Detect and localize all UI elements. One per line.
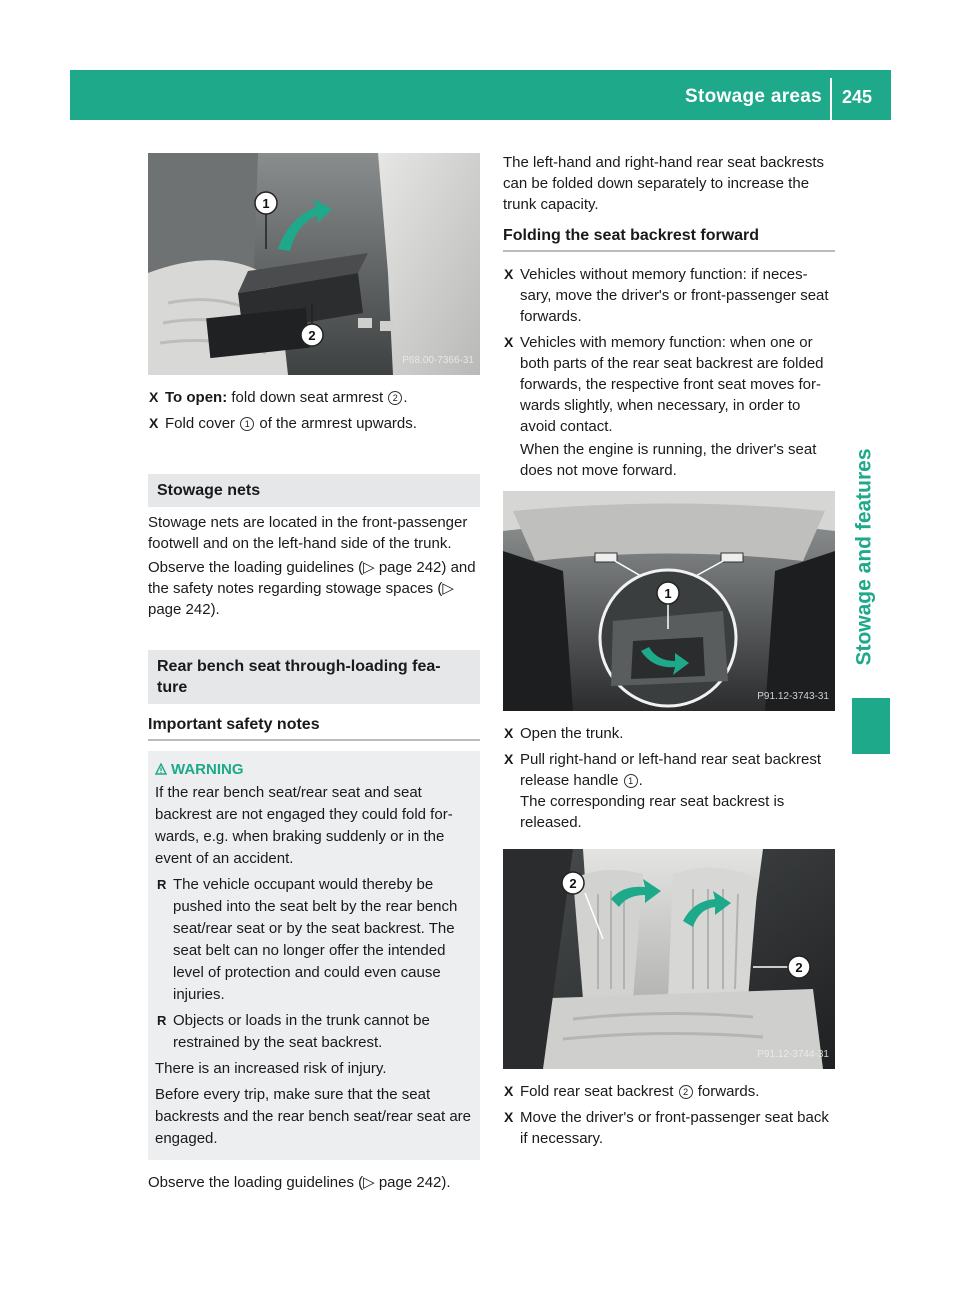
- step-fold-backrest: X Fold rear seat backrest 2 forwards.: [504, 1083, 760, 1100]
- step-move-seat-back: X Move the driver's or front-passenger seat back if necessary.: [504, 1109, 829, 1147]
- paragraph: The left-hand and right-hand rear seat backrests can be folded down separately to increase the trunk capacity.: [503, 154, 825, 213]
- step-fold-cover: X Fold cover 1 of the armrest upwards.: [149, 415, 417, 432]
- step-open-trunk: X Open the trunk.: [504, 725, 624, 742]
- warning-bullet: R Objects or loads in the trunk cannot be restrained by the seat backrest.: [157, 1012, 430, 1051]
- section-heading-stowage-nets: Stowage nets: [148, 474, 480, 507]
- warning-triangle-icon: [155, 763, 167, 775]
- paragraph: Stowage nets are located in the front-passenger footwell and on the left-hand side of the trunk.: [148, 514, 468, 552]
- warning-text: Before every trip, make sure that the seat backrests and the rear bench seat/rear seat are engaged.: [155, 1086, 472, 1147]
- chapter-side-label: Stowage and features: [852, 448, 876, 666]
- subheading-folding-backrest: Folding the seat backrest forward: [503, 225, 835, 252]
- step-without-memory: X Vehicles without memory function: if neces-sary, move the driver's or front-passenger seat forwards.: [504, 266, 829, 325]
- rear-seat-illustration: [503, 849, 835, 1069]
- warning-title: WARNING: [155, 759, 472, 781]
- image-reference-code: P91.12-3743-31: [757, 691, 829, 702]
- callout-ref: 1: [240, 417, 254, 431]
- warning-text: There is an increased risk of injury.: [155, 1060, 387, 1077]
- step-with-memory: X Vehicles with memory function: when one or both parts of the rear seat backrest are folded forwards, the respective front seat moves for-wards slightly, when necessary, in order to avoid contact.: [504, 334, 824, 435]
- warning-text: If the rear bench seat/rear seat and seat backrest are not engaged they could fold for-wards, e.g. when braking suddenly or in the event of an accident.: [155, 784, 453, 867]
- image-reference-code: P68.00-7366-31: [402, 355, 474, 366]
- callout-ref: 2: [388, 391, 402, 405]
- step-note: The corresponding rear seat backrest is released.: [520, 793, 785, 831]
- trunk-photo: [503, 491, 835, 711]
- callout-ref: 2: [679, 1085, 693, 1099]
- callout-2: 2: [795, 960, 803, 975]
- page-number: 245: [842, 87, 873, 107]
- armrest-photo: [148, 153, 480, 375]
- left-column: [148, 153, 480, 1193]
- armrest-illustration: [148, 153, 480, 375]
- callout-1: 1: [664, 586, 672, 601]
- paragraph: Observe the loading guidelines (▷ page 242) and the safety notes regarding stowage spaces (▷ page 242).: [148, 559, 476, 618]
- section-heading-through-loading: Rear bench seat through-loading fea- ture: [148, 650, 480, 704]
- section-title: Stowage areas: [685, 86, 822, 107]
- page-header: [70, 70, 891, 120]
- callout-2: 2: [569, 876, 577, 891]
- callout-1: 1: [262, 196, 270, 211]
- step-note: When the engine is running, the driver's seat does not move forward.: [520, 441, 817, 479]
- chapter-tab: [852, 698, 890, 754]
- warning-box: [148, 751, 480, 1160]
- callout-ref: 1: [624, 774, 638, 788]
- trunk-illustration: [503, 491, 835, 711]
- header-divider: [830, 78, 832, 120]
- step-pull-handle: X Pull right-hand or left-hand rear seat backrest release handle 1 . The corresponding rear seat backrest is released.: [503, 749, 835, 833]
- callout-2: 2: [308, 328, 316, 343]
- paragraph: Observe the loading guidelines (▷ page 242).: [148, 1174, 451, 1191]
- warning-bullet: R The vehicle occupant would thereby be pushed into the seat belt by the rear bench seat/rear seat or by the seat backrest. The seat belt can no longer offer the intended level of protection and could even cause injuries.: [157, 876, 458, 1003]
- right-column: [503, 153, 835, 1154]
- step-open-armrest: X To open: fold down seat armrest 2 .: [149, 389, 408, 406]
- subheading-safety-notes: Important safety notes: [148, 714, 480, 741]
- rear-seat-photo: [503, 849, 835, 1069]
- image-reference-code: P91.12-3744-31: [757, 1049, 829, 1060]
